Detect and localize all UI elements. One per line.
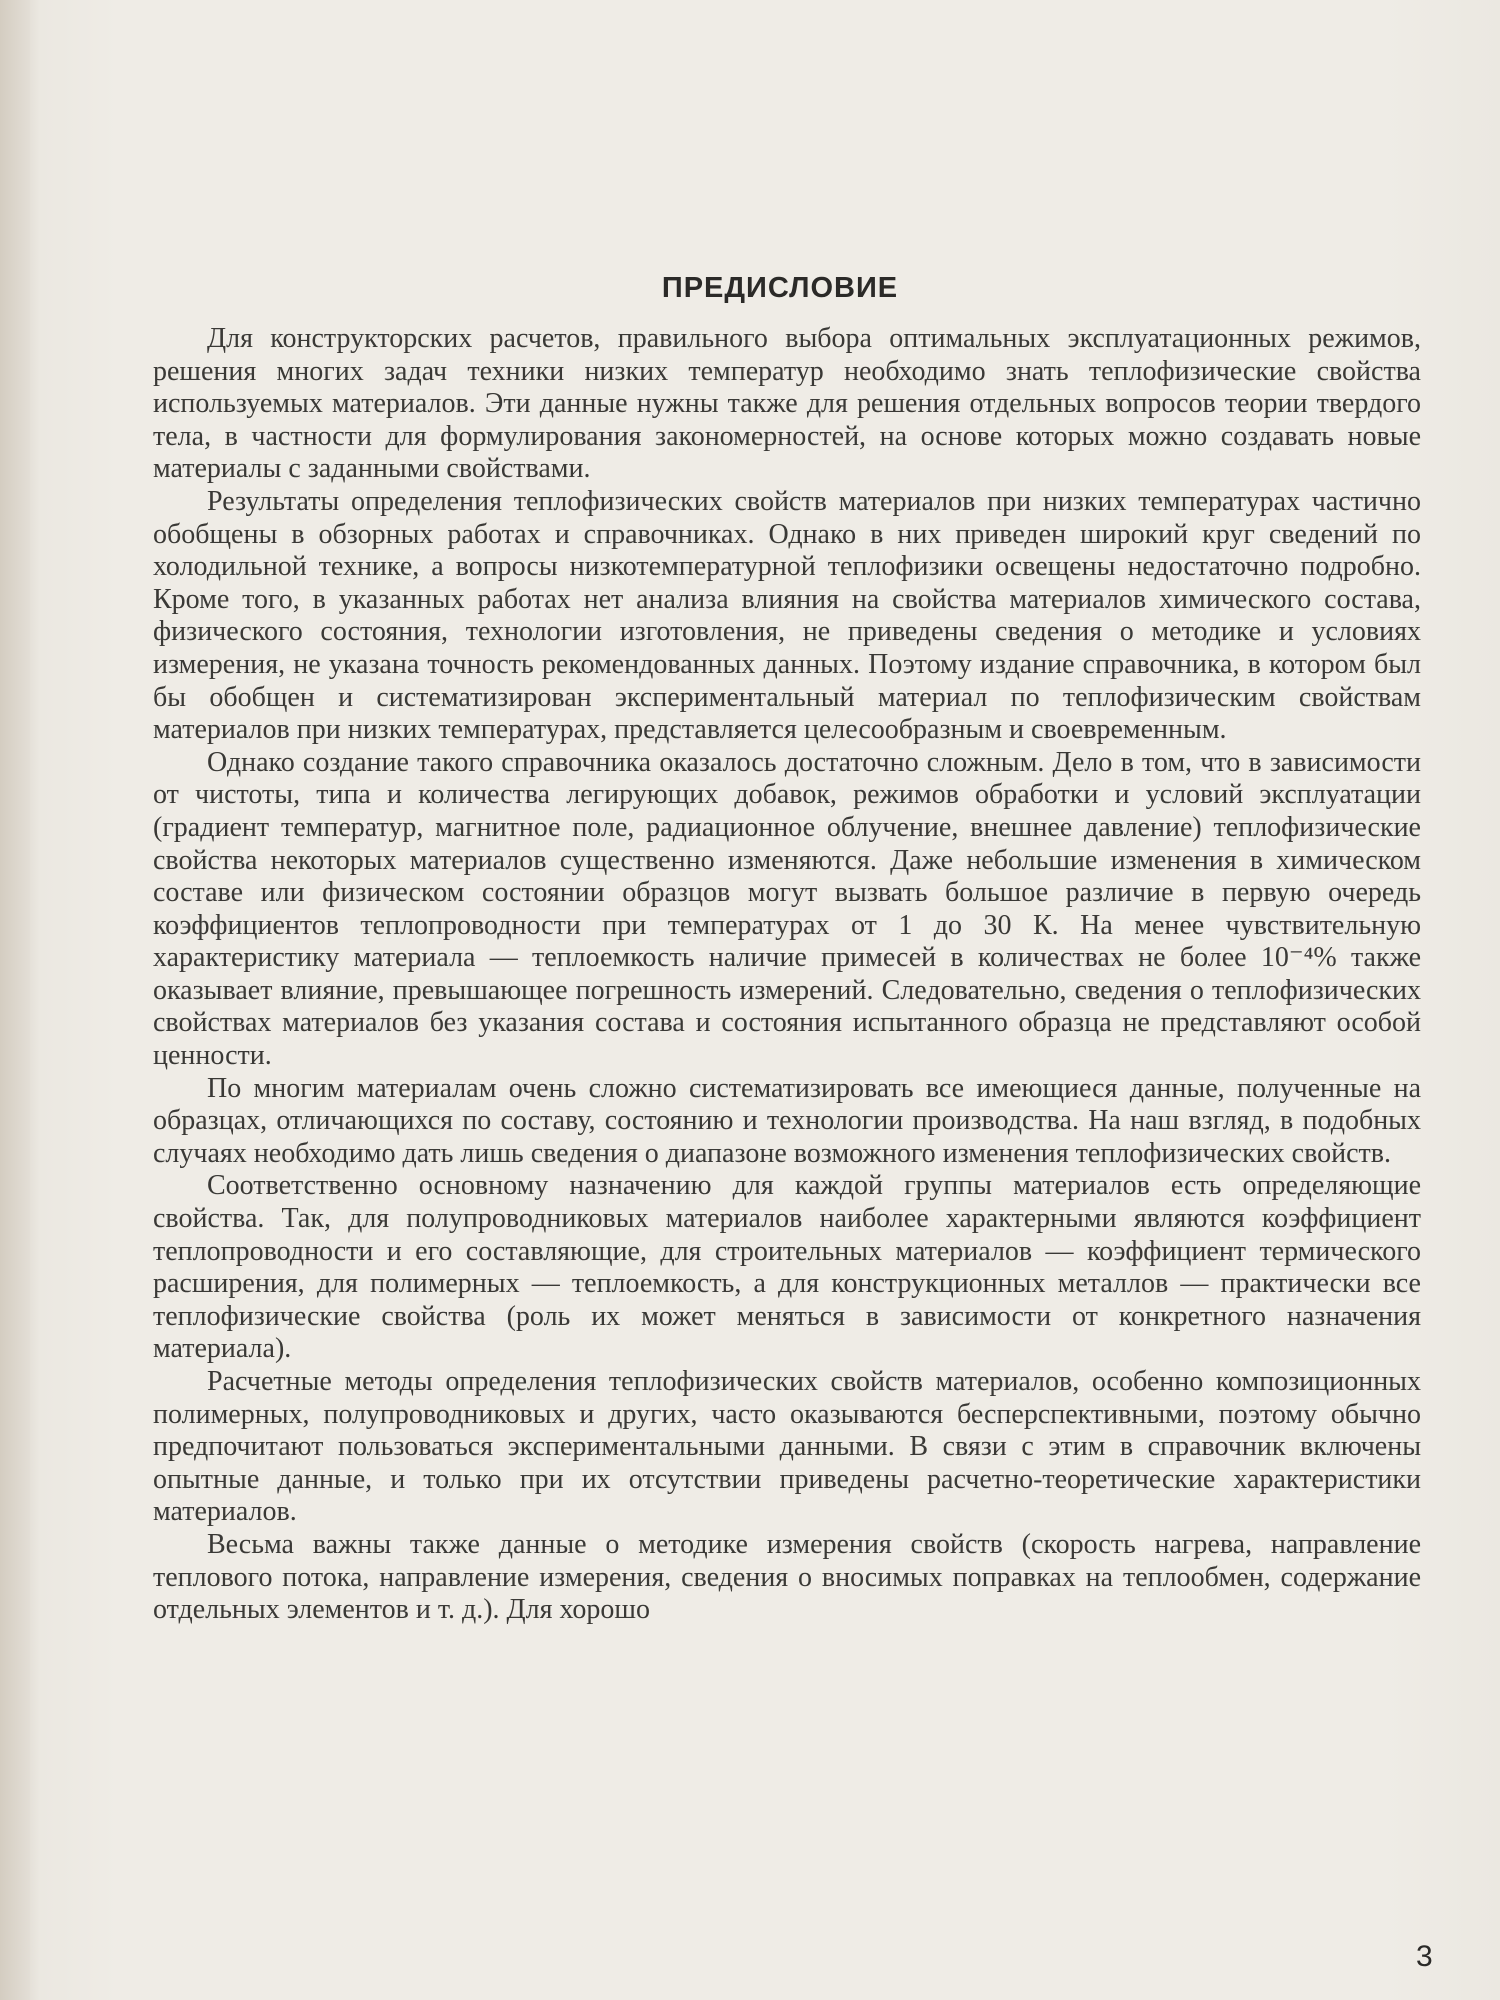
page-title: ПРЕДИСЛОВИЕ [661, 272, 899, 304]
paragraph: Соответственно основному назначению для каждой группы материалов есть определяющие свойства. Так, для полупроводниковых материалов наиболее характерными являются коэффициент теплопроводности и его составляющие, для строительных материалов — коэффициент термического расширения, для полимерных — теплоемкость, а для конструкционных металлов — практически все теплофизические свойства (роль их может меняться в зависимости от конкретного назначения материала). [153, 1170, 1421, 1365]
paragraph: Весьма важны также данные о методике измерения свойств (скорость нагрева, направление теплового потока, направление измерения, сведения о вносимых поправках на теплообмен, содержание отдельных элементов и т. д.). Для хорошо [153, 1528, 1421, 1626]
page-number: 3 [1416, 1940, 1433, 1973]
paragraph: По многим материалам очень сложно систематизировать все имеющиеся данные, полученные на образцах, отличающихся по составу, состоянию и технологии производства. На наш взгляд, в подобных случаях необходимо дать лишь сведения о диапазоне возможного изменения теплофизических свойств. [153, 1072, 1421, 1169]
paragraph: Для конструкторских расчетов, правильного выбора оптимальных эксплуатационных режимов, решения многих задач техники низких температур необходимо знать теплофизические свойства используемых материалов. Эти данные нужны также для решения отдельных вопросов теории твердого тела, в частности для формулирования закономерностей, на основе которых можно создавать новые материалы с заданными свойствами. [153, 323, 1421, 485]
paragraph: Расчетные методы определения теплофизических свойств материалов, особенно композиционных полимерных, полупроводниковых и других, часто оказываются бесперспективными, поэтому обычно предпочитают пользоваться экспериментальными данными. В связи с этим в справочник включены опытные данные, и только при их отсутствии приведены расчетно-теоретические характеристики материалов. [153, 1366, 1421, 1528]
preface-body [153, 323, 1421, 1627]
paragraph: Однако создание такого справочника оказалось достаточно сложным. Дело в том, что в зависимости от чистоты, типа и количества легирующих добавок, режимов обработки и условий эксплуатации (градиент температур, магнитное поле, радиационное облучение, внешнее давление) теплофизические свойства некоторых материалов существенно изменяются. Даже небольшие изменения в химическом составе или физическом состоянии образцов могут вызвать большое различие в первую очередь коэффициентов теплопроводности при температурах от 1 до 30 К. На менее чувствительную характеристику материала — теплоемкость наличие примесей в количествах не более 10⁻⁴% также оказывает влияние, превышающее погрешность измерений. Следовательно, сведения о теплофизических свойствах материалов без указания состава и состояния испытанного образца не представляют особой ценности. [153, 746, 1421, 1072]
paragraph: Результаты определения теплофизических свойств материалов при низких температурах частично обобщены в обзорных работах и справочниках. Однако в них приведен широкий круг сведений по холодильной технике, а вопросы низкотемпературной теплофизики освещены недостаточно подробно. Кроме того, в указанных работах нет анализа влияния на свойства материалов химического состава, физического состояния, технологии изготовления, не приведены сведения о методике и условиях измерения, не указана точность рекомендованных данных. Поэтому издание справочника, в котором был бы обобщен и систематизирован экспериментальный материал по теплофизическим свойствам материалов при низких температурах, представляется целесообразным и своевременным. [153, 485, 1421, 746]
